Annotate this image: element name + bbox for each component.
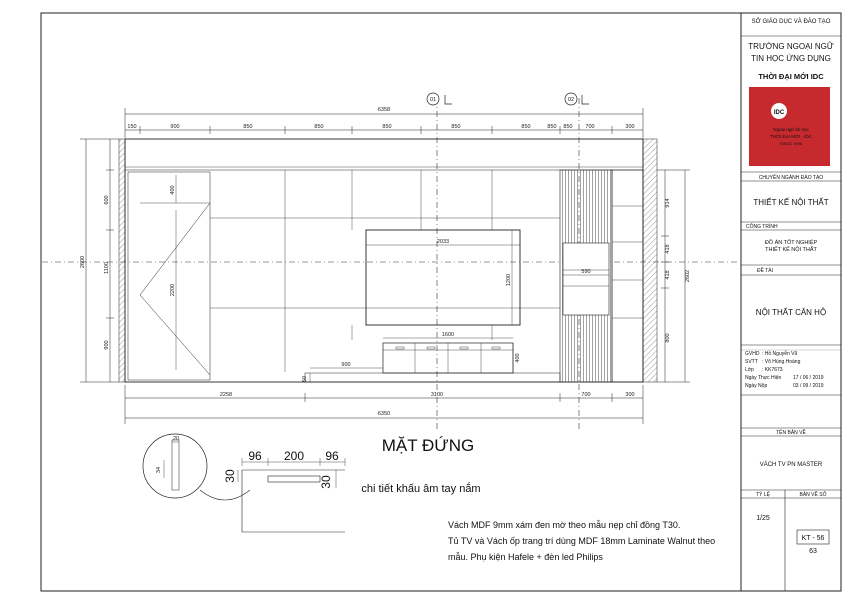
inner-dimension-lines	[176, 175, 609, 382]
right-dim: 914	[665, 198, 671, 208]
tb-lop: : KK7673	[762, 367, 783, 373]
bottom-overall-dim: 6350	[377, 411, 391, 417]
handle-detail	[238, 458, 345, 532]
grid-marker-02	[565, 93, 589, 105]
tb-project-label: CÔNG TRÌNH	[746, 224, 778, 230]
top-dim: 850	[521, 124, 531, 130]
tb-major-label: CHUYÊN NGÀNH ĐÀO TẠO	[758, 175, 824, 181]
tb-sheet-code: KT - 56	[801, 535, 825, 542]
tb-sheet-name: VÁCH TV PN MASTER	[759, 462, 823, 468]
tv-height-dim: 1200	[506, 273, 512, 287]
tb-scale: 1/25	[756, 515, 770, 522]
tb-scale-label: TỶ LỆ	[756, 492, 770, 498]
top-dim: 850	[451, 124, 461, 130]
tb-sheet-no: 63	[809, 548, 817, 555]
detail-dim: 30	[319, 475, 333, 489]
inner-dims	[170, 185, 591, 382]
logo-text: IDC	[773, 110, 785, 116]
bottom-dim: 700	[581, 392, 591, 398]
note-line: Vách MDF 9mm xám đen mờ theo mẫu nẹp chỉ đồng T30.	[448, 520, 681, 530]
tb-project-line1: ĐỒ ÁN TỐT NGHIỆP	[764, 240, 818, 246]
top-overall-dim: 6358	[377, 107, 391, 113]
tb-gvhd: : Hồ Nguyễn Vũ	[762, 351, 798, 357]
tb-finish-label: Ngày Nộp	[745, 383, 768, 389]
tb-sheet-name-label: TÊN BẢN VẼ	[776, 430, 806, 436]
top-dim: 900	[170, 124, 180, 130]
right-overall-dim: 2602	[685, 269, 691, 283]
tb-topic-label: ĐỀ TÀI	[757, 268, 774, 274]
tb-start: 17 / 06 / 2019	[793, 375, 824, 381]
right-dim: 418	[665, 244, 671, 254]
detail-dim: 200	[283, 449, 305, 463]
detail-dim: 96	[248, 449, 262, 463]
top-dim: 850	[547, 124, 557, 130]
top-dim: 850	[382, 124, 392, 130]
note-line: mẫu. Phụ kiện Hafele + đèn led Philips	[448, 552, 603, 562]
left-dim: 1100	[104, 262, 110, 274]
left-overall-dim: 2600	[80, 255, 86, 269]
bottom-dim: 2258	[219, 392, 233, 398]
note-line: Tủ TV và Vách ốp trang trí dùng MDF 18mm Laminate Walnut theo	[448, 536, 716, 546]
tb-project-line2: THIẾT KẾ NỘI THẤT	[765, 247, 817, 253]
grid-marker-01-label: 01	[429, 97, 437, 103]
tb-svtt: : Võ Hùng Hoàng	[762, 359, 801, 365]
top-dim: 850	[243, 124, 253, 130]
grid-marker-02-label: 02	[567, 97, 575, 103]
left-dim: 900	[104, 340, 110, 350]
bottom-dimension-lines	[125, 385, 643, 424]
tb-school-line1: TRƯỜNG NGOẠI NGỮ	[748, 42, 834, 51]
logo-sub1: Ngoại ngữ tin học	[773, 127, 809, 132]
cabinet-height-dim: 400	[515, 353, 521, 363]
inner-dim: 2200	[170, 283, 176, 297]
top-dim: 150	[127, 124, 137, 130]
bottom-dim: 300	[625, 392, 635, 398]
inner-dim: 50	[302, 375, 308, 383]
tb-start-label: Ngày Thực Hiện	[745, 375, 782, 381]
top-dim: 850	[314, 124, 324, 130]
top-dims	[127, 124, 634, 130]
wall-elevation	[119, 139, 657, 382]
right-dim: 418	[665, 270, 671, 280]
top-dim: 850	[563, 124, 573, 130]
tb-lop-label: Lớp	[745, 367, 754, 373]
inner-dim: 900	[341, 362, 351, 368]
drawing-title: MẶT ĐỨNG	[381, 436, 475, 455]
grid-marker-01	[427, 93, 452, 105]
tb-finish: 03 / 09 / 2019	[793, 383, 824, 389]
detail-dim: 96	[325, 449, 339, 463]
tb-gvhd-label: GVHD	[745, 351, 760, 357]
inner-dim: 590	[581, 269, 591, 275]
tb-major: THIẾT KẾ NỘI THẤT	[753, 198, 829, 207]
inner-dim: 400	[170, 185, 176, 195]
tb-era: THỜI ĐẠI MỚI IDC	[758, 72, 824, 81]
logo-sub2: THỜI ĐẠI MỚI - IDC	[770, 134, 812, 139]
cabinet-width-dim: 1600	[441, 332, 455, 338]
tb-topic: NỘI THẤT CĂN HỘ	[755, 308, 827, 317]
bottom-dim: 3100	[430, 392, 444, 398]
tb-department: SỞ GIÁO DỤC VÀ ĐÀO TẠO	[751, 19, 831, 25]
logo-sub3: SINCE 1996	[779, 141, 803, 146]
left-dim: 600	[104, 195, 110, 205]
tv-width-dim: 2033	[436, 239, 450, 245]
top-dim: 700	[585, 124, 595, 130]
detail-circle-dim: 34	[156, 466, 162, 474]
detail-circle-dim: 20	[172, 436, 180, 442]
right-dim: 800	[665, 333, 671, 343]
tb-school-line2: TIN HỌC ỨNG DỤNG	[751, 54, 831, 63]
detail-dim: 30	[223, 469, 237, 483]
sheet-border	[41, 13, 841, 591]
detail-label: chi tiết khấu âm tay nắm	[361, 483, 481, 495]
top-dim: 300	[625, 124, 635, 130]
tb-svtt-label: SVTT	[745, 359, 758, 365]
tb-sheet-no-label: BẢN VẼ SỐ	[799, 492, 827, 498]
